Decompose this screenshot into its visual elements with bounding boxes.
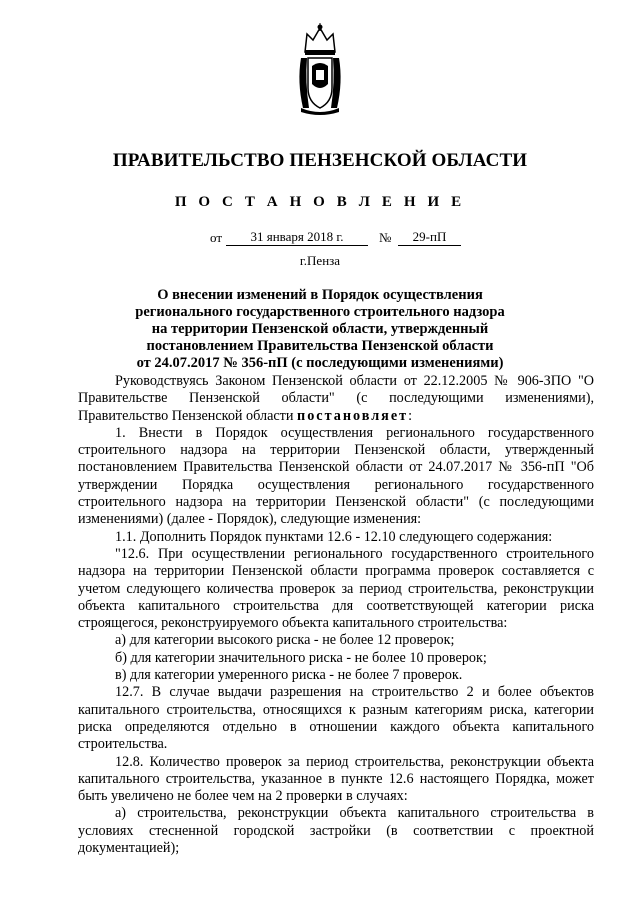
number-prefix: № — [379, 230, 392, 245]
document-heading — [110, 287, 530, 372]
preamble-end: : — [408, 407, 413, 424]
heading-line: постановлением Правительства Пензенской области — [146, 338, 494, 354]
list-item-b: б) для категории значительного риска - не более 10 проверок; — [115, 649, 487, 666]
document-number: 29-пП — [398, 230, 461, 246]
preamble-text: Руководствуясь Законом Пензенской области от 22.12.2005 № 906-ЗПО "О Правительстве Пензенской области" (с последующими изменениями), Правительство Пензенской области — [78, 373, 594, 424]
paragraph-12-7: 12.7. В случае выдачи разрешения на строительство 2 и более объектов капитального строительства, относящихся к разным категориям риска, категории риска определяются отдельно в отношении каждого объекта капитального строительства. — [78, 684, 594, 753]
coat-of-arms-icon — [297, 22, 343, 116]
document-date: 31 января 2018 г. — [226, 230, 368, 246]
paragraph-1-1: 1.1. Дополнить Порядок пунктами 12.6 - 12.10 следующего содержания: — [115, 528, 553, 545]
city: г.Пенза — [299, 253, 341, 268]
decree-word: постановляет — [297, 407, 409, 424]
heading-line: О внесении изменений в Порядок осуществления — [157, 287, 483, 303]
document-body — [78, 373, 594, 857]
paragraph-preamble — [78, 373, 594, 425]
paragraph-1: 1. Внести в Порядок осуществления регионального государственного строительного надзора на территории Пензенской области, утвержденный постановлением Правительства Пензенской области от 24.07.2017 № 356-пП "Об утверждении Порядка осуществления регионального государственного строительного надзора на территории Пензенской области" (с последующими изменениями) (далее - Порядок), следующие изменения: — [78, 424, 594, 528]
document-type: П О С Т А Н О В Л Е Н И Е — [174, 194, 466, 210]
paragraph-12-8: 12.8. Количество проверок за период строительства, реконструкции объекта капитального строительства, указанное в пункте 12.6 настоящего Порядка, может быть увеличено не более чем на 2 проверки в случаях: — [78, 753, 594, 805]
list-item-c: в) для категории умеренного риска - не более 7 проверок. — [115, 667, 463, 684]
heading-line: от 24.07.2017 № 356-пП (с последующими изменениями) — [136, 355, 504, 371]
heading-line: на территории Пензенской области, утвержденный — [151, 321, 489, 337]
date-prefix: от — [210, 230, 223, 245]
paragraph-12-6: "12.6. При осуществлении регионального государственного строительного надзора на территории Пензенской области программа проверок составляется с учетом следующего количества проверок за период строительства, реконструкции объекта капитального строительства для соответствующей категории риска строящегося, реконструируемого объекта капитального строительства: — [78, 545, 594, 632]
list-item-a: а) для категории высокого риска - не более 12 проверок; — [115, 632, 455, 649]
heading-line: регионального государственного строительного надзора — [135, 304, 505, 320]
list-item-a-2: а) строительства, реконструкции объекта капитального строительства в условиях стесненной городской застройки (в соответствии с проектной документацией); — [78, 805, 594, 857]
government-title: ПРАВИТЕЛЬСТВО ПЕНЗЕНСКОЙ ОБЛАСТИ — [112, 150, 528, 171]
